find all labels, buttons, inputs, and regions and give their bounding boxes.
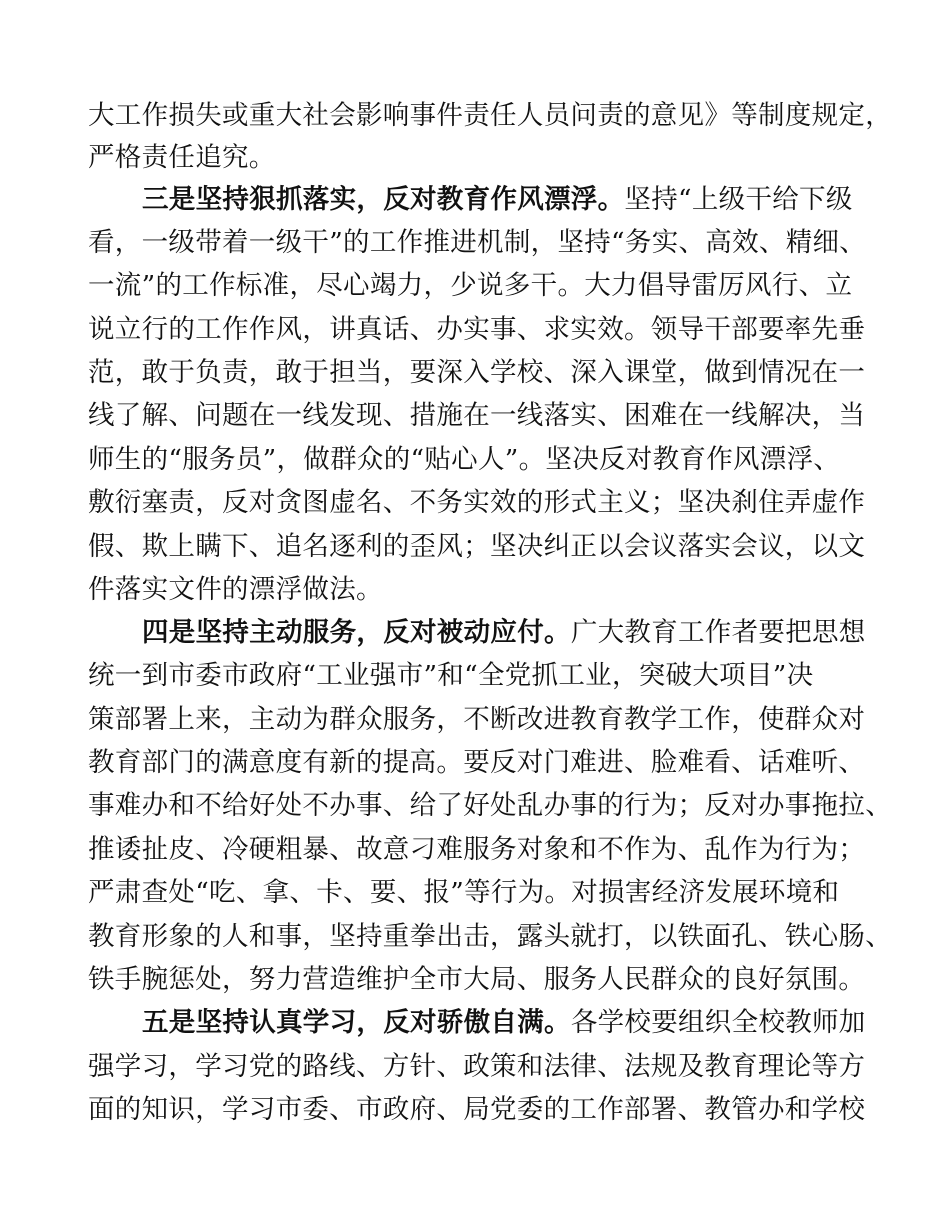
paragraph-lead: 三是坚持狠抓落实，反对教育作风漂浮。 <box>142 184 625 215</box>
text-line: 教育部门的满意度有新的提高。要反对门难进、脸难看、话难听、 <box>88 747 866 778</box>
text-span: 广大教育工作者要把思想 <box>570 617 866 648</box>
text-line: 说立行的工作作风，讲真话、办实事、求实效。领导干部要率先垂 <box>88 314 866 345</box>
text-line: 统一到市委市政府“工业强市”和“全党抓工业，突破大项目”决 <box>88 660 814 691</box>
text-line: 推诿扯皮、冷硬粗暴、故意刁难服务对象和不作为、乱作为行为； <box>88 834 866 865</box>
paragraph-4-first-line <box>142 616 866 650</box>
text-span: 坚持“上级干给下级 <box>624 184 853 215</box>
text-line: 铁手腕惩处，努力营造维护全市大局、服务人民群众的良好氛围。 <box>88 964 866 995</box>
paragraph-lead: 四是坚持主动服务，反对被动应付。 <box>142 617 571 648</box>
text-line: 大工作损失或重大社会影响事件责任人员问责的意见》等制度规定， <box>88 100 892 131</box>
paragraph-3-first-line <box>142 183 853 217</box>
text-line: 范，敢于负责，敢于担当，要深入学校、深入课堂，做到情况在一 <box>88 357 866 388</box>
text-line: 面的知识，学习市委、市政府、局党委的工作部署、教管办和学校 <box>88 1094 866 1125</box>
text-line: 件落实文件的漂浮做法。 <box>88 574 383 605</box>
text-line: 线了解、问题在一线发现、措施在一线落实、困难在一线解决，当 <box>88 400 866 431</box>
text-span: 各学校要组织全校教师加 <box>570 1007 866 1038</box>
text-line: 强学习，学习党的路线、方针、政策和法律、法规及教育理论等方 <box>88 1051 866 1082</box>
text-line: 师生的“服务员”，做群众的“贴心人”。坚决反对教育作风漂浮、 <box>88 444 841 475</box>
text-line: 一流”的工作标准，尽心竭力，少说多干。大力倡导雷厉风行、立 <box>88 270 853 301</box>
text-line: 策部署上来，主动为群众服务，不断改进教育教学工作，使群众对 <box>88 704 866 735</box>
text-line: 敷衍塞责，反对贪图虚名、不务实效的形式主义；坚决刹住弄虚作 <box>88 487 866 518</box>
text-line: 教育形象的人和事，坚持重拳出击，露头就打，以铁面孔、铁心肠、 <box>88 921 892 952</box>
text-line: 严肃查处“吃、拿、卡、要、报”等行为。对损害经济发展环境和 <box>88 877 840 908</box>
text-line: 假、欺上瞒下、追名逐利的歪风；坚决纠正以会议落实会议，以文 <box>88 531 866 562</box>
text-line: 事难办和不给好处不办事、给了好处乱办事的行为；反对办事拖拉、 <box>88 790 892 821</box>
text-line: 看，一级带着一级干”的工作推进机制，坚持“务实、高效、精细、 <box>88 227 867 258</box>
paragraph-lead: 五是坚持认真学习，反对骄傲自满。 <box>142 1007 571 1038</box>
paragraph-5-first-line <box>142 1006 866 1040</box>
text-line: 严格责任追究。 <box>88 142 276 173</box>
